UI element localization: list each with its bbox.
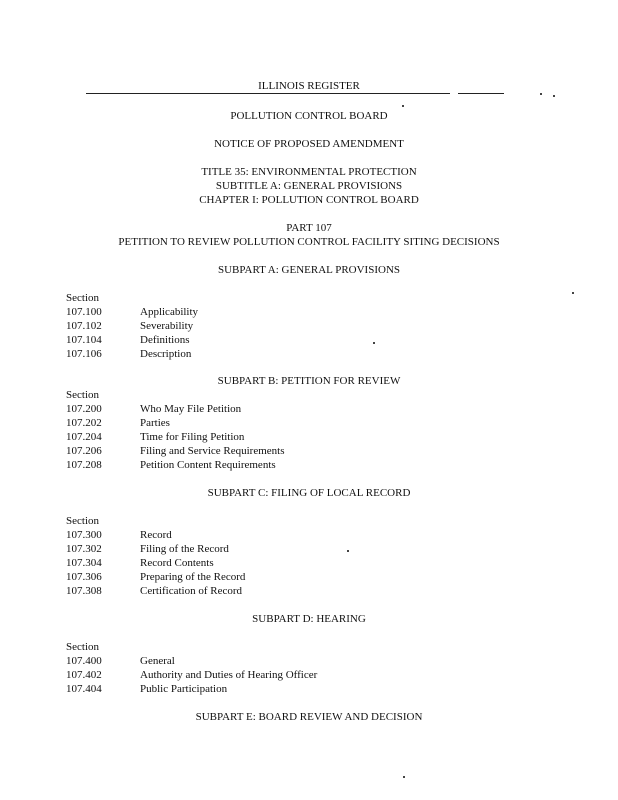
section-title: Who May File Petition xyxy=(140,403,242,415)
section-number: 107.106 xyxy=(66,348,102,360)
section-number: 107.302 xyxy=(66,543,102,555)
section-title: Definitions xyxy=(140,334,190,346)
section-title: Filing and Service Requirements xyxy=(140,445,285,457)
section-title: Severability xyxy=(140,320,194,332)
scan-speck xyxy=(540,93,542,95)
subpart-c-heading: SUBPART C: FILING OF LOCAL RECORD xyxy=(207,487,411,499)
scan-speck xyxy=(553,95,555,97)
section-title: Preparing of the Record xyxy=(140,571,246,583)
notice-title: NOTICE OF PROPOSED AMENDMENT xyxy=(214,138,404,150)
section-number: 107.304 xyxy=(66,557,102,569)
section-label: Section xyxy=(66,515,99,527)
scan-speck xyxy=(572,292,574,294)
scan-speck xyxy=(403,776,405,778)
section-title: Description xyxy=(140,348,192,360)
section-number: 107.306 xyxy=(66,571,102,583)
section-title: Record Contents xyxy=(140,557,214,569)
scan-speck xyxy=(402,105,404,107)
header-rule xyxy=(86,93,450,94)
section-number: 107.308 xyxy=(66,585,102,597)
section-title: Parties xyxy=(140,417,170,429)
section-number: 107.402 xyxy=(66,669,102,681)
section-number: 107.200 xyxy=(66,403,102,415)
section-title: Certification of Record xyxy=(140,585,243,597)
section-number: 107.300 xyxy=(66,529,102,541)
section-title: General xyxy=(140,655,175,667)
section-title: Applicability xyxy=(140,306,199,318)
section-label: Section xyxy=(66,292,99,304)
section-number: 107.404 xyxy=(66,683,102,695)
part-heading: PART 107 xyxy=(286,222,332,234)
subpart-b-heading: SUBPART B: PETITION FOR REVIEW xyxy=(217,375,401,387)
header-rule-right xyxy=(458,93,504,94)
scan-speck xyxy=(373,342,375,344)
section-number: 107.400 xyxy=(66,655,102,667)
section-title: Time for Filing Petition xyxy=(140,431,245,443)
subpart-d-heading: SUBPART D: HEARING xyxy=(252,613,366,625)
section-title: Authority and Duties of Hearing Officer xyxy=(140,669,318,681)
part-title: PETITION TO REVIEW POLLUTION CONTROL FACILITY SITING DECISIONS xyxy=(118,236,500,248)
chapter-heading: CHAPTER I: POLLUTION CONTROL BOARD xyxy=(199,194,419,206)
subtitle-heading: SUBTITLE A: GENERAL PROVISIONS xyxy=(215,180,403,192)
section-number: 107.208 xyxy=(66,459,102,471)
section-title: Record xyxy=(140,529,172,541)
section-number: 107.102 xyxy=(66,320,102,332)
subpart-e-heading: SUBPART E: BOARD REVIEW AND DECISION xyxy=(195,711,423,723)
section-number: 107.100 xyxy=(66,306,102,318)
scan-speck xyxy=(347,550,349,552)
section-number: 107.104 xyxy=(66,334,102,346)
section-title: Public Participation xyxy=(140,683,228,695)
section-number: 107.206 xyxy=(66,445,102,457)
agency-name: POLLUTION CONTROL BOARD xyxy=(230,110,388,122)
section-label: Section xyxy=(66,389,99,401)
section-number: 107.202 xyxy=(66,417,102,429)
subpart-a-heading: SUBPART A: GENERAL PROVISIONS xyxy=(218,264,400,276)
section-number: 107.204 xyxy=(66,431,102,443)
register-title: ILLINOIS REGISTER xyxy=(258,80,360,92)
section-label: Section xyxy=(66,641,99,653)
section-title: Petition Content Requirements xyxy=(140,459,276,471)
title-heading: TITLE 35: ENVIRONMENTAL PROTECTION xyxy=(201,166,417,178)
section-title: Filing of the Record xyxy=(140,543,229,555)
